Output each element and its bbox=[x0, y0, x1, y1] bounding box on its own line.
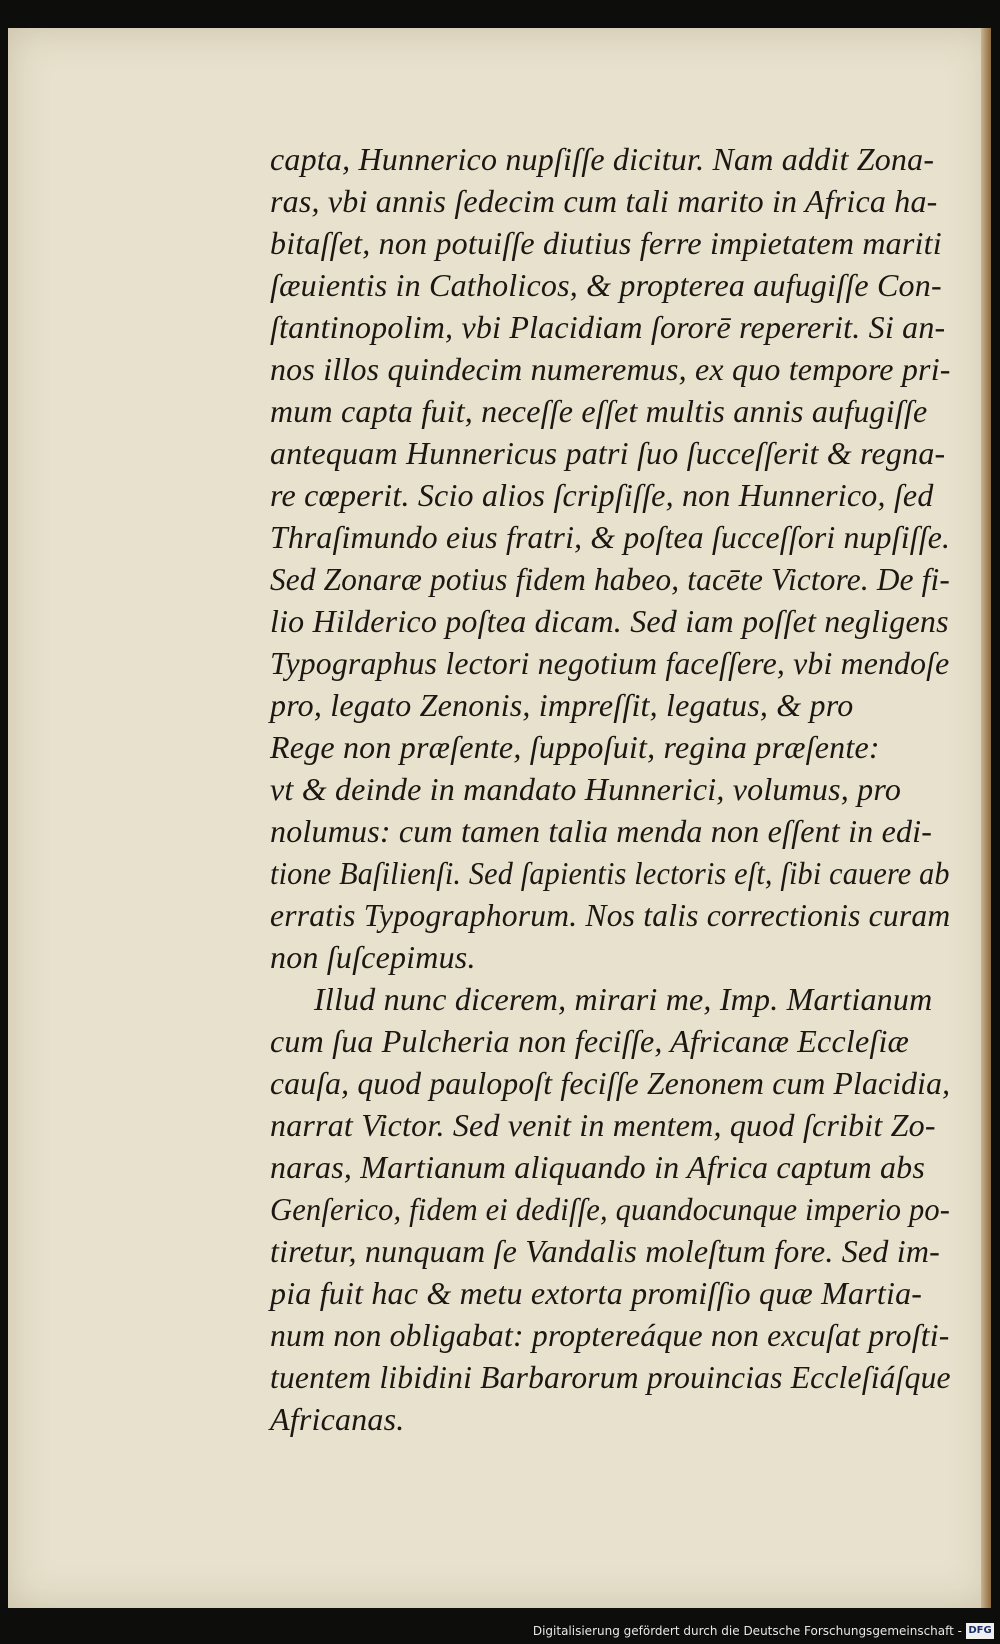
funding-credit: Digitalisierung gefördert durch die Deutsche Forschungsgemeinschaft - bbox=[532, 1624, 962, 1638]
text-line: num non obligabat: proptereáque non excuſat proſti- bbox=[270, 1317, 950, 1353]
body-text bbox=[270, 138, 950, 1440]
text-line: cum ſua Pulcheria non feciſſe, Africanæ Eccleſiæ bbox=[270, 1023, 910, 1059]
text-line: pro, legato Zenonis, impreſſit, legatus, & pro bbox=[270, 687, 854, 723]
text-line: Typographus lectori negotium faceſſere, vbi mendoſe bbox=[270, 645, 950, 681]
page-edge bbox=[981, 28, 991, 1608]
dfg-logo[interactable]: DFG bbox=[966, 1623, 994, 1639]
text-line: erratis Typographorum. Nos talis correctionis curam bbox=[270, 897, 951, 933]
text-line: Genſerico, fidem ei dediſſe, quandocunque imperio po- bbox=[270, 1191, 951, 1227]
text-line: vt & deinde in mandato Hunnerici, volumus, pro bbox=[270, 771, 902, 807]
text-line: Rege non præſente, ſuppoſuit, regina præſente: bbox=[270, 729, 880, 765]
text-line: non ſuſcepimus. bbox=[270, 939, 476, 975]
text-line: cauſa, quod paulopoſt feciſſe Zenonem cum Placidia, bbox=[270, 1065, 951, 1101]
text-line: lio Hilderico poſtea dicam. Sed iam poſſet negligens bbox=[270, 603, 949, 639]
text-line: antequam Hunnericus patri ſuo ſucceſſerit & regna- bbox=[270, 435, 946, 471]
text-line: Sed Zonaræ potius fidem habeo, tacēte Victore. De fi- bbox=[270, 561, 950, 597]
text-line: ſæuientis in Catholicos, & propterea aufugiſſe Con- bbox=[270, 267, 942, 303]
text-line: mum capta fuit, neceſſe eſſet multis annis aufugiſſe bbox=[270, 393, 928, 429]
text-line: re cœperit. Scio alios ſcripſiſſe, non Hunnerico, ſed bbox=[270, 477, 934, 513]
text-line: pia fuit hac & metu extorta promiſſio quæ Martia- bbox=[270, 1275, 923, 1311]
text-line: nos illos quindecim numeremus, ex quo tempore pri- bbox=[270, 351, 951, 387]
text-line: tiretur, nunquam ſe Vandalis moleſtum fore. Sed im- bbox=[270, 1233, 940, 1269]
text-line: Africanas. bbox=[270, 1401, 405, 1437]
footer-bar bbox=[0, 1608, 1000, 1644]
text-line: bitaſſet, non potuiſſe diutius ferre impietatem mariti bbox=[270, 225, 942, 261]
text-line: ras, vbi annis ſedecim cum tali marito in Africa ha- bbox=[270, 183, 938, 219]
text-line: tuentem libidini Barbarorum prouincias Eccleſiáſque bbox=[270, 1359, 951, 1395]
text-line: ſtantinopolim, vbi Placidiam ſororē repererit. Si an- bbox=[270, 309, 946, 345]
book-page bbox=[8, 28, 991, 1608]
text-line: tione Baſilienſi. Sed ſapientis lectoris eſt, ſibi cauere ab bbox=[270, 855, 950, 891]
text-line: Illud nunc dicerem, mirari me, Imp. Martianum bbox=[314, 981, 933, 1017]
text-line: naras, Martianum aliquando in Africa captum abs bbox=[270, 1149, 926, 1185]
text-line: Thraſimundo eius fratri, & poſtea ſucceſſori nupſiſſe. bbox=[270, 519, 951, 555]
text-line: capta, Hunnerico nupſiſſe dicitur. Nam addit Zona- bbox=[270, 141, 935, 177]
text-line: narrat Victor. Sed venit in mentem, quod ſcribit Zo- bbox=[270, 1107, 936, 1143]
text-line: nolumus: cum tamen talia menda non eſſent in edi- bbox=[270, 813, 933, 849]
